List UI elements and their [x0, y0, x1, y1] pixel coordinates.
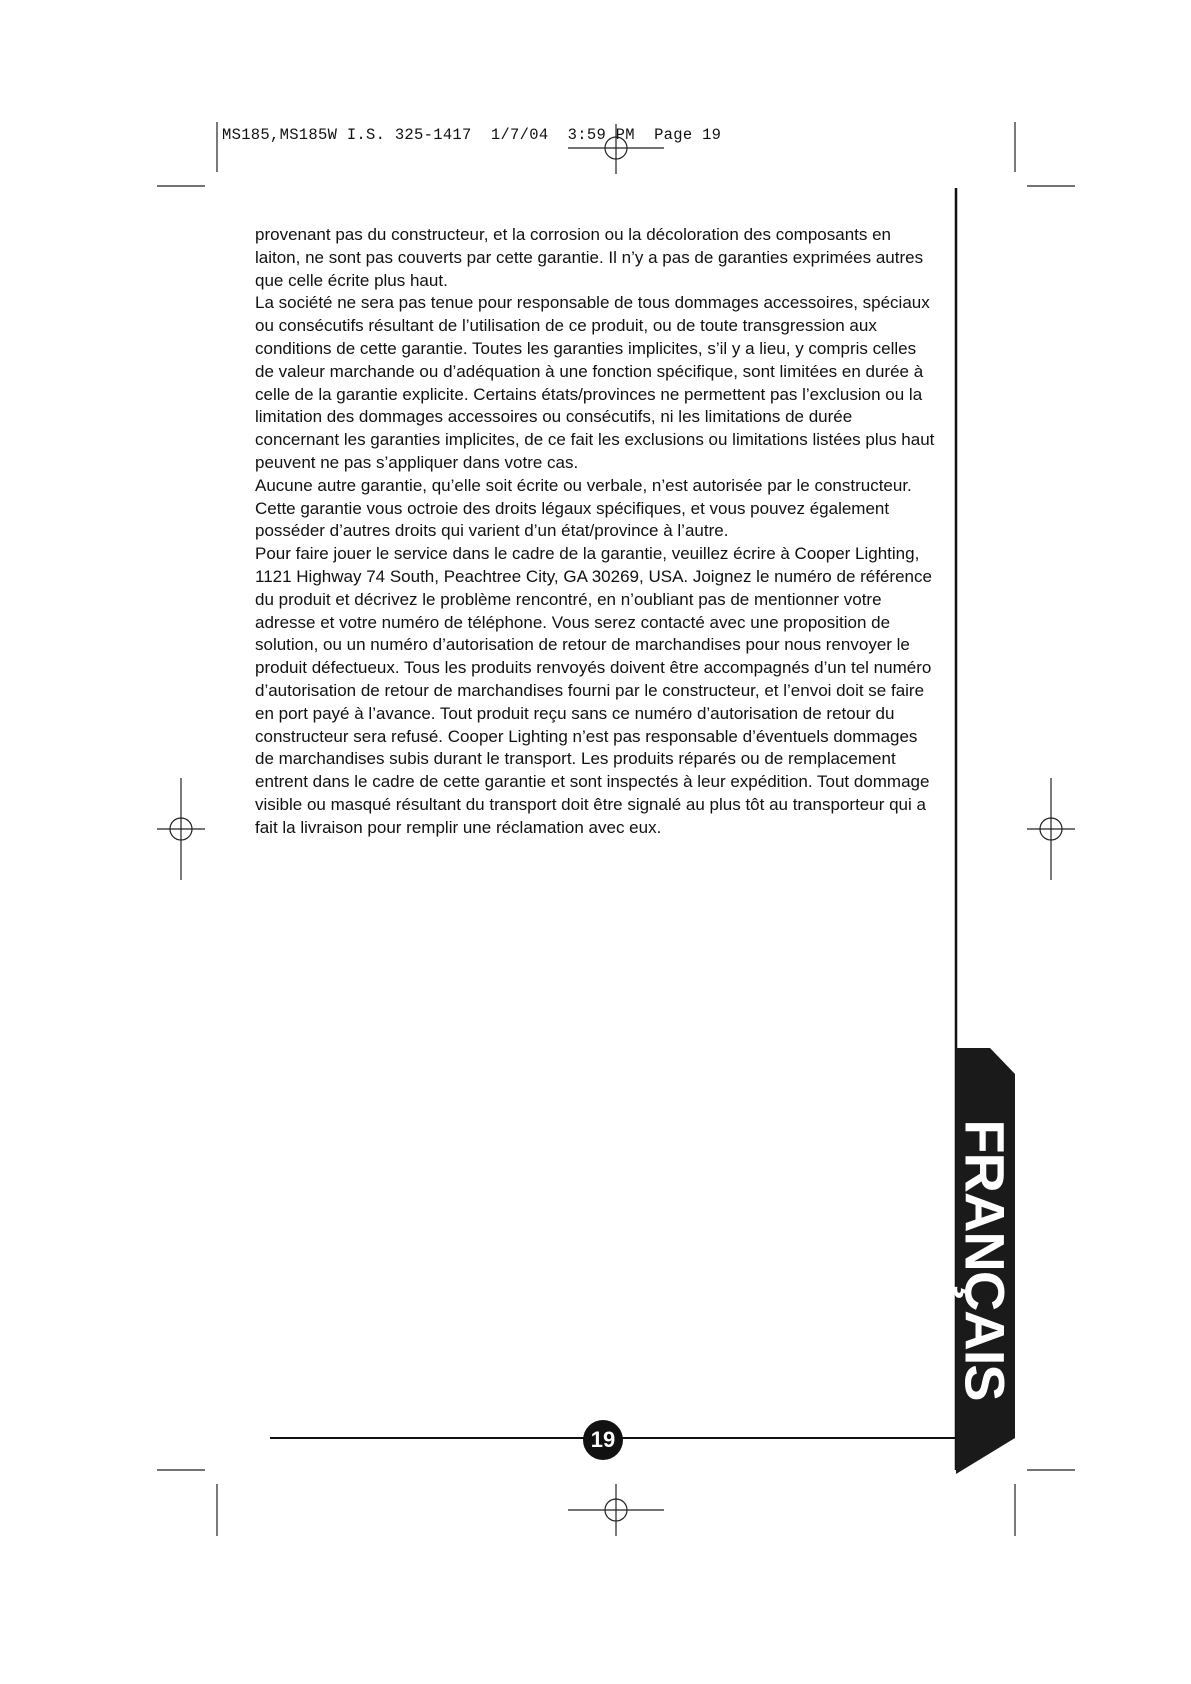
print-slug: MS185,MS185W I.S. 325-1417 1/7/04 3:59 PM Page 19 — [222, 126, 722, 144]
registration-mark-top — [568, 124, 664, 174]
language-tab-label: FRANÇAIS — [953, 1119, 1017, 1401]
warranty-text — [255, 224, 935, 840]
paragraph: La société ne sera pas tenue pour responsable de tous dommages accessoires, spéciaux ou consécutifs résultant de l’utilisation de ce produit, ou de toute transgression aux conditions de cette garantie. Toutes les garanties implicites, s’il y a lieu, y compris celles de valeur marchande ou d’adéquation à une fonction spécifique, sont limitées en durée à celle de la garantie explicite. Certains états/provinces ne permettent pas l’exclusion ou la limitation des dommages accessoires ou consécutifs, ni les limitations de durée concernant les garanties implicites, de ce fait les exclusions ou limitations listées plus haut peuvent ne pas s’appliquer dans votre cas. — [255, 293, 935, 472]
page-number: 19 — [583, 1420, 623, 1460]
paragraph: provenant pas du constructeur, et la corrosion ou la décoloration des composants en laiton, ne sont pas couverts par cette garantie. Il n’y a pas de garanties exprimées autres que celle écrite plus haut. — [255, 225, 924, 290]
registration-mark-bottom — [568, 1484, 664, 1536]
paragraph: Aucune autre garantie, qu’elle soit écrite ou verbale, n’est autorisée par le constructeur. Cette garantie vous octroie des droits légaux spécifiques, et vous pouvez également posséder d’autres droits qui varient d’un état/province à l’autre. — [255, 475, 912, 541]
registration-mark-left — [157, 778, 205, 880]
paragraph: Pour faire jouer le service dans le cadre de la garantie, veuillez écrire à Cooper Lighting, 1121 Highway 74 South, Peachtree City, GA 30269, USA. Joignez le numéro de référence du produit et décrivez le problème rencontré, en n’oubliant pas de mentionner votre adresse et votre numéro de téléphone. Vous serez contacté avec une proposition de solution, ou un numéro d’autorisation de retour de marchandises pour nous renvoyer le produit défectueux. Tous les produits renvoyés doivent être accompagnés d’un tel numéro d’autorisation de retour de marchandises fourni par le constructeur, et l’envoi doit se faire en port payé à l’avance. Tout produit reçu sans ce numéro d’autorisation de retour du constructeur sera refusé. Cooper Lighting n’est pas responsable d’éventuels dommages de marchandises subis durant le transport. Les produits réparés ou de remplacement entrent dans le cadre de cette garantie et sont inspectés à leur expédition. Tout dommage visible ou masqué résultant du transport doit être signalé au plus tôt au transporteur qui a fait la livraison pour remplir une réclamation avec eux. — [255, 544, 932, 837]
registration-mark-right — [1027, 778, 1075, 880]
